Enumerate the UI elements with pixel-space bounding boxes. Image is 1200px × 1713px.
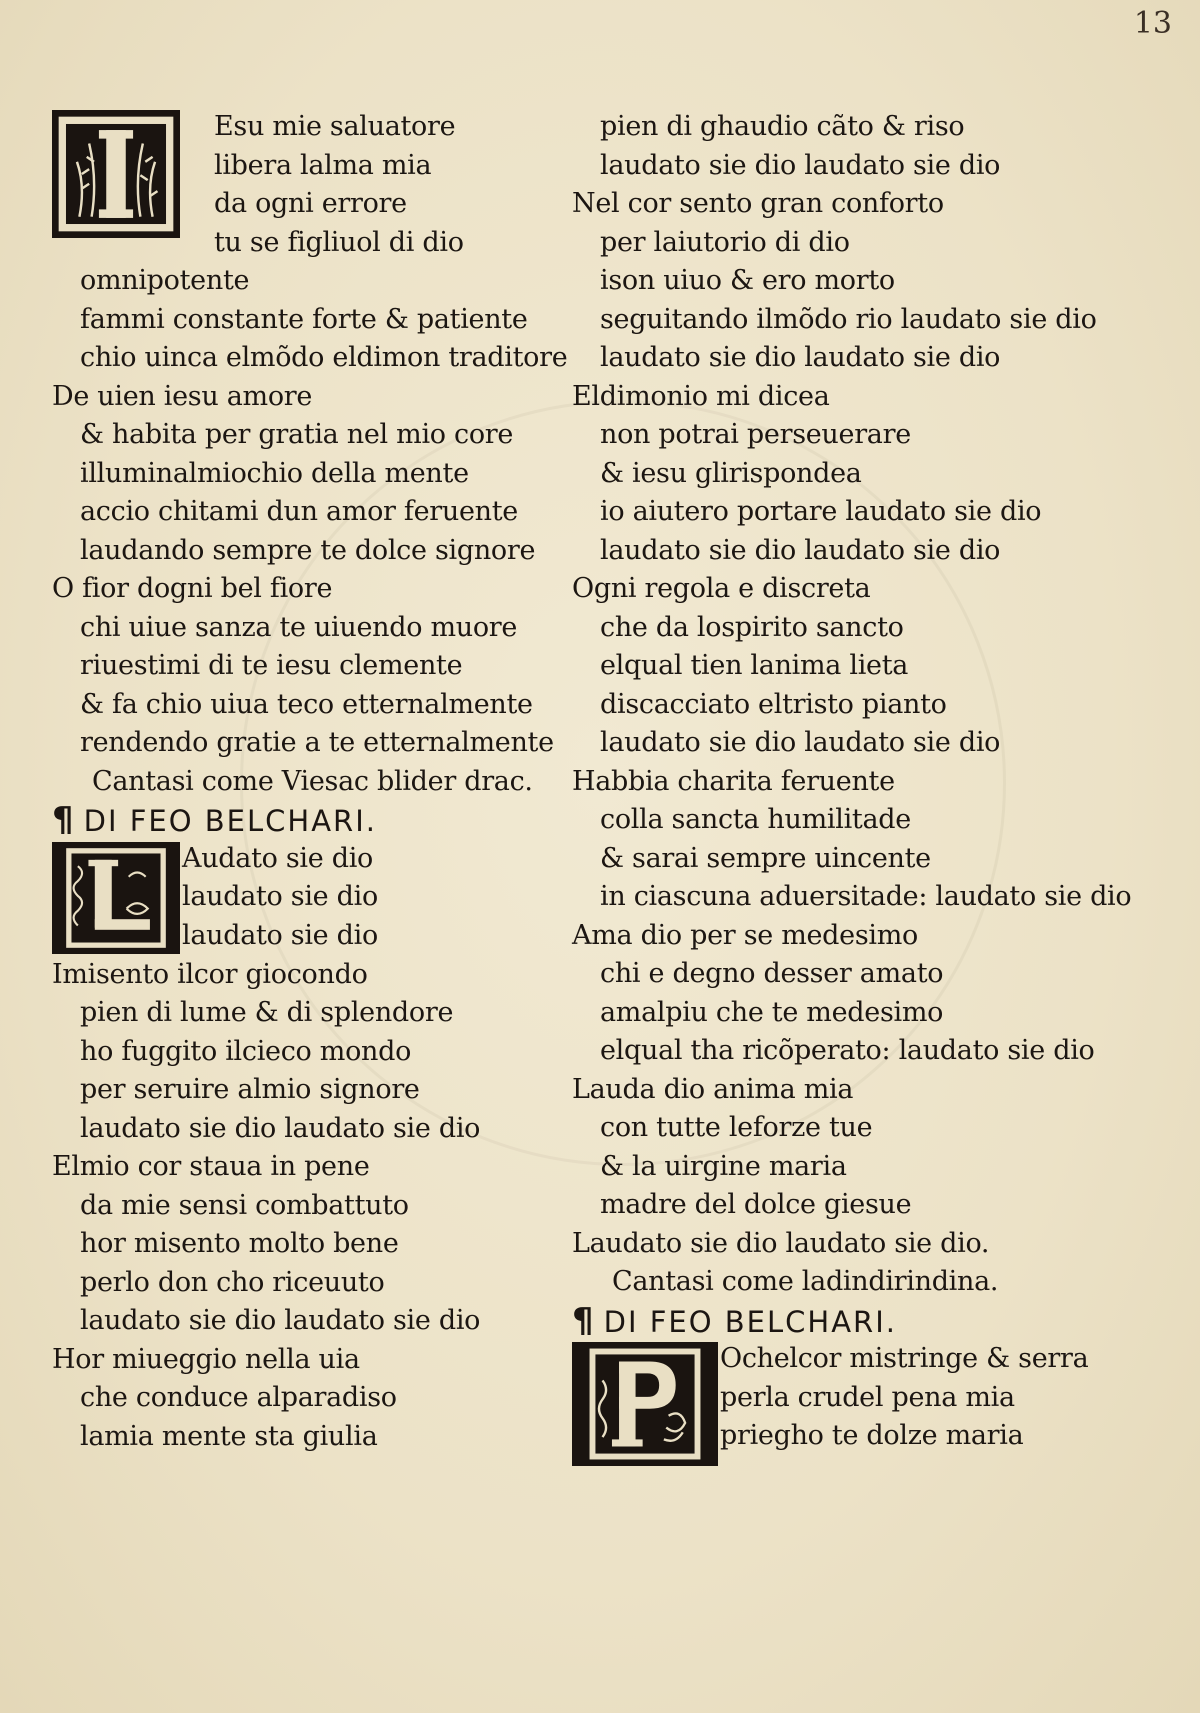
verse-line: da ogni errore bbox=[214, 188, 407, 219]
verse-line: chio uinca elmõdo eldimon traditore bbox=[80, 342, 568, 373]
verse-line: che conduce alparadiso bbox=[80, 1382, 397, 1413]
verse-line: con tutte leforze tue bbox=[600, 1112, 873, 1143]
verse-line: laudato sie dio bbox=[182, 919, 378, 951]
verse-line: ison uiuo & ero morto bbox=[600, 265, 895, 296]
verse-line: in ciascuna aduersitade: laudato sie dio bbox=[600, 881, 1132, 912]
verse-line: laudato sie dio laudato sie dio bbox=[600, 149, 1001, 181]
verse-line: elqual tha ricõperato: laudato sie dio bbox=[600, 1035, 1095, 1066]
section-heading-text: DI FEO BELCHARI. bbox=[603, 1304, 897, 1339]
woodcut-initial-p bbox=[572, 1342, 718, 1466]
right-verses-a bbox=[572, 108, 1132, 1302]
verse-line: colla sancta humilitade bbox=[600, 804, 911, 835]
section-heading bbox=[572, 1302, 1092, 1341]
verse-line: priegho te dolze maria bbox=[720, 1420, 1024, 1451]
verse-line: perla crudel pena mia bbox=[720, 1381, 1015, 1413]
verse-line: discacciato eltristo pianto bbox=[600, 688, 947, 720]
verse-line: chi e degno desser amato bbox=[600, 958, 944, 989]
verse-line: Elmio cor staua in pene bbox=[52, 1151, 370, 1182]
verse-line: tu se figliuol di dio bbox=[214, 226, 464, 258]
verse-line: laudato sie dio laudato sie dio bbox=[600, 727, 1001, 758]
verse-line: non potrai perseuerare bbox=[600, 419, 911, 450]
verse-line: che da lospirito sancto bbox=[600, 611, 904, 643]
verse-line: laudato sie dio laudato sie dio bbox=[80, 1305, 481, 1336]
verse-line: libera lalma mia bbox=[214, 149, 432, 181]
verse-line: laudando sempre te dolce signore bbox=[80, 534, 536, 566]
verse-line: laudato sie dio bbox=[182, 881, 378, 912]
verse-line: & la uirgine maria bbox=[600, 1150, 847, 1182]
verse-line: Eldimonio mi dicea bbox=[572, 380, 830, 412]
verse-line: De uien iesu amore bbox=[52, 380, 313, 412]
verse-line: accio chitami dun amor feruente bbox=[80, 496, 518, 527]
left-column bbox=[52, 108, 572, 1456]
verse-line: perlo don cho riceuuto bbox=[80, 1266, 385, 1298]
woodcut-initial-p-icon bbox=[575, 1345, 715, 1463]
verse-line: & sarai sempre uincente bbox=[600, 842, 931, 874]
verse-line: da mie sensi combattuto bbox=[80, 1189, 409, 1221]
verse-line: Esu mie saluatore bbox=[214, 111, 456, 142]
verse-line: illuminalmiochio della mente bbox=[80, 457, 469, 489]
verse-line: Audato sie dio bbox=[182, 842, 373, 874]
pilcrow-icon: ¶ bbox=[52, 800, 76, 840]
section-heading-text: DI FEO BELCHARI. bbox=[83, 804, 377, 838]
woodcut-initial-l bbox=[52, 842, 180, 954]
folio-number: 13 bbox=[1133, 6, 1172, 41]
verse-line: & habita per gratia nel mio core bbox=[80, 419, 514, 450]
verse-line: seguitando ilmõdo rio laudato sie dio bbox=[600, 303, 1097, 335]
verse-line: hor misento molto bene bbox=[80, 1228, 399, 1259]
verse-line: & iesu glirispondea bbox=[600, 457, 862, 489]
verse-line: & fa chio uiua teco etternalmente bbox=[80, 688, 533, 720]
verse-line: Ochelcor mistringe & serra bbox=[720, 1343, 1089, 1374]
left-verses-a bbox=[52, 262, 572, 801]
right-column bbox=[572, 108, 1132, 1456]
verse-line: Cantasi come Viesac blider drac. bbox=[92, 765, 533, 797]
verse-line: Laudato sie dio laudato sie dio. bbox=[572, 1227, 990, 1259]
verse-line: riuestimi di te iesu clemente bbox=[80, 650, 463, 681]
verse-line: fammi constante forte & patiente bbox=[80, 303, 528, 335]
verse-line: laudato sie dio laudato sie dio bbox=[600, 534, 1001, 566]
verse-line: amalpiu che te medesimo bbox=[600, 996, 944, 1028]
verse-line: pien di ghaudio cãto & riso bbox=[600, 111, 965, 142]
woodcut-initial-l-icon bbox=[55, 845, 177, 951]
verse-line: Ogni regola e discreta bbox=[572, 573, 871, 604]
pilcrow-icon: ¶ bbox=[572, 1300, 596, 1341]
verse-line: Lauda dio anima mia bbox=[572, 1073, 854, 1105]
woodcut-initial-i bbox=[52, 110, 180, 238]
verse-line: io aiutero portare laudato sie dio bbox=[600, 496, 1042, 527]
verse-line: ho fuggito ilcieco mondo bbox=[80, 1035, 412, 1067]
verse-line: Ama dio per se medesimo bbox=[572, 919, 918, 951]
verse-line: per laiutorio di dio bbox=[600, 226, 850, 258]
verse-line: O fior dogni bel fiore bbox=[52, 573, 333, 604]
initial-stanza-3 bbox=[572, 1340, 1092, 1456]
left-verses-b bbox=[52, 956, 572, 1457]
verse-line: laudato sie dio laudato sie dio bbox=[80, 1112, 481, 1144]
verse-line: pien di lume & di splendore bbox=[80, 997, 454, 1028]
initial-stanza-1 bbox=[52, 108, 572, 262]
verse-line: Hor miueggio nella uia bbox=[52, 1343, 360, 1375]
verse-line: madre del dolce giesue bbox=[600, 1189, 912, 1220]
verse-line: Nel cor sento gran conforto bbox=[572, 188, 944, 219]
verse-line: Habbia charita feruente bbox=[572, 765, 895, 797]
initial-stanza-2 bbox=[52, 840, 572, 956]
verse-line: omnipotente bbox=[80, 265, 250, 296]
verse-line: Imisento ilcor giocondo bbox=[52, 958, 368, 990]
verse-line: per seruire almio signore bbox=[80, 1074, 420, 1105]
section-heading bbox=[52, 801, 572, 840]
verse-line: elqual tien lanima lieta bbox=[600, 650, 909, 681]
verse-line: chi uiue sanza te uiuendo muore bbox=[80, 611, 518, 643]
woodcut-initial-i-icon bbox=[55, 113, 177, 235]
verse-line: lamia mente sta giulia bbox=[80, 1420, 378, 1452]
verse-line: Cantasi come ladindirindina. bbox=[612, 1266, 999, 1297]
verse-line: laudato sie dio laudato sie dio bbox=[600, 342, 1001, 373]
verse-line: rendendo gratie a te etternalmente bbox=[80, 727, 554, 758]
